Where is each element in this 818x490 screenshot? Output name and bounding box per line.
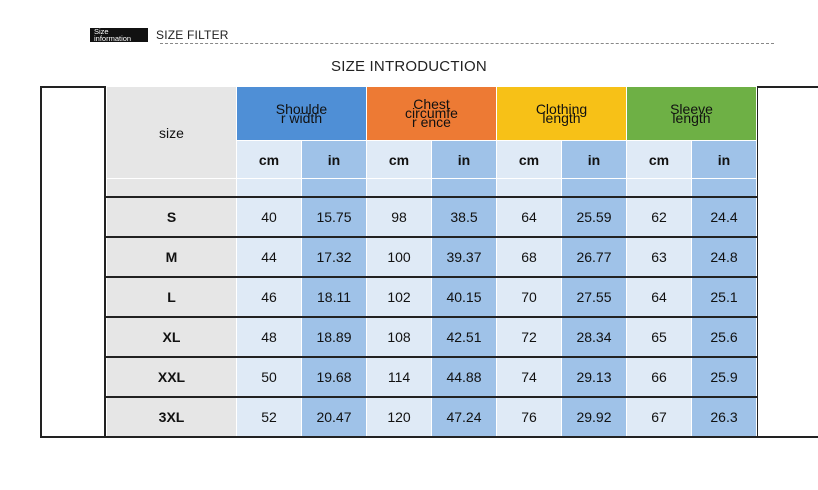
in-value-cell: 25.6: [692, 317, 757, 357]
size-label-cell: 3XL: [107, 397, 237, 437]
size-filter-label: SIZE FILTER: [156, 28, 229, 42]
measure-header-chest: [367, 87, 497, 141]
in-value-cell: 17.32: [302, 237, 367, 277]
unit-in: in: [562, 141, 627, 179]
measure-header-sleeve: [627, 87, 757, 141]
measure-header-row: [107, 87, 757, 141]
badge-line-1: Size: [94, 27, 109, 36]
unit-cm: cm: [367, 141, 432, 179]
in-value-cell: 26.3: [692, 397, 757, 437]
cm-value-cell: 98: [367, 197, 432, 237]
cm-value-cell: 102: [367, 277, 432, 317]
in-value-cell: 29.92: [562, 397, 627, 437]
cm-value-cell: 76: [497, 397, 562, 437]
cm-value-cell: 64: [627, 277, 692, 317]
in-value-cell: 42.51: [432, 317, 497, 357]
in-value-cell: 27.55: [562, 277, 627, 317]
in-value-cell: 20.47: [302, 397, 367, 437]
cm-value-cell: 68: [497, 237, 562, 277]
unit-cm: cm: [497, 141, 562, 179]
size-label-cell: XXL: [107, 357, 237, 397]
unit-cm: cm: [237, 141, 302, 179]
badge-line-2: information: [94, 34, 132, 43]
left-margin-column: [40, 86, 106, 438]
cm-value-cell: 114: [367, 357, 432, 397]
size-label-cell: M: [107, 237, 237, 277]
cm-value-cell: 120: [367, 397, 432, 437]
cm-value-cell: 74: [497, 357, 562, 397]
cm-value-cell: 65: [627, 317, 692, 357]
unit-in: in: [302, 141, 367, 179]
spacer-cell: [692, 179, 757, 197]
measure-label: Shoulder width: [275, 100, 328, 126]
in-value-cell: 29.13: [562, 357, 627, 397]
table-row: [107, 237, 757, 277]
in-value-cell: 24.8: [692, 237, 757, 277]
in-value-cell: 38.5: [432, 197, 497, 237]
in-value-cell: 28.34: [562, 317, 627, 357]
measure-header-shoulder: [237, 87, 367, 141]
measure-label: Clothing length: [535, 100, 588, 126]
cm-value-cell: 108: [367, 317, 432, 357]
in-value-cell: 25.1: [692, 277, 757, 317]
unit-in: in: [692, 141, 757, 179]
size-information-badge: [90, 28, 148, 42]
measure-header-length: [497, 87, 627, 141]
in-value-cell: 25.59: [562, 197, 627, 237]
cm-value-cell: 44: [237, 237, 302, 277]
spacer-cell: [432, 179, 497, 197]
in-value-cell: 26.77: [562, 237, 627, 277]
cm-value-cell: 50: [237, 357, 302, 397]
cm-value-cell: 70: [497, 277, 562, 317]
table-row: [107, 277, 757, 317]
size-label-cell: S: [107, 197, 237, 237]
in-value-cell: 18.11: [302, 277, 367, 317]
spacer-cell: [302, 179, 367, 197]
cm-value-cell: 64: [497, 197, 562, 237]
spacer-cell: [237, 179, 302, 197]
cm-value-cell: 100: [367, 237, 432, 277]
size-rows: [107, 197, 757, 437]
cm-value-cell: 67: [627, 397, 692, 437]
in-value-cell: 40.15: [432, 277, 497, 317]
cm-value-cell: 40: [237, 197, 302, 237]
cm-value-cell: 72: [497, 317, 562, 357]
in-value-cell: 18.89: [302, 317, 367, 357]
in-value-cell: 24.4: [692, 197, 757, 237]
cm-value-cell: 46: [237, 277, 302, 317]
page-title: SIZE INTRODUCTION: [331, 58, 487, 75]
table-row: [107, 197, 757, 237]
cm-value-cell: 52: [237, 397, 302, 437]
cm-value-cell: 63: [627, 237, 692, 277]
in-value-cell: 44.88: [432, 357, 497, 397]
size-label-cell: L: [107, 277, 237, 317]
table-row: [107, 357, 757, 397]
table-row: [107, 317, 757, 357]
cm-value-cell: 66: [627, 357, 692, 397]
spacer-cell: [562, 179, 627, 197]
table-row: [107, 397, 757, 437]
spacer-cell: [107, 179, 237, 197]
in-value-cell: 39.37: [432, 237, 497, 277]
right-margin-column: [756, 86, 818, 438]
cm-value-cell: 62: [627, 197, 692, 237]
info-header: [90, 26, 229, 42]
spacer-cell: [367, 179, 432, 197]
in-value-cell: 47.24: [432, 397, 497, 437]
size-chart-table: [106, 86, 757, 438]
dashed-divider: [160, 43, 774, 44]
cm-value-cell: 48: [237, 317, 302, 357]
measure-label: Chest circumfer ence: [405, 96, 458, 130]
spacer-cell: [627, 179, 692, 197]
in-value-cell: 25.9: [692, 357, 757, 397]
unit-in: in: [432, 141, 497, 179]
measure-label: Sleeve length: [670, 100, 713, 126]
in-value-cell: 15.75: [302, 197, 367, 237]
in-value-cell: 19.68: [302, 357, 367, 397]
spacer-cell: [497, 179, 562, 197]
spacer-row: [107, 179, 757, 197]
size-column-header: size: [107, 87, 237, 179]
size-label-cell: XL: [107, 317, 237, 357]
unit-cm: cm: [627, 141, 692, 179]
